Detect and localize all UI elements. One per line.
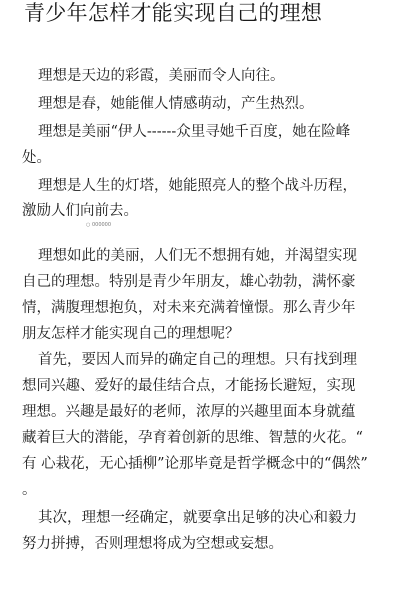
text-line: 努力拼搏，否则理想将成为空想或妄想。 bbox=[22, 536, 283, 552]
text-line: 其次，理想一经确定，就要拿出足够的决心和毅力 bbox=[38, 510, 357, 526]
text-line: 理想。兴趣是最好的老师，浓厚的兴趣里面本身就蕴 bbox=[22, 404, 356, 420]
text-line: 想同兴趣、爱好的最佳结合点，才能扬长避短，实现 bbox=[22, 378, 356, 394]
text-line: 首先，要因人而异的确定自己的理想。只有找到理 bbox=[38, 352, 357, 368]
text-line: 理想是春，她能催人情感萌动，产生热烈。 bbox=[38, 96, 314, 112]
text-line: 有 心栽花，无心插柳”论那毕竟是哲学概念中的“偶然” bbox=[22, 456, 368, 472]
text-line: 情，满腹理想抱负，对未来充满着憧憬。那么青少年 bbox=[22, 300, 356, 316]
document-title: 青少年怎样才能实现自己的理想 bbox=[24, 1, 323, 25]
text-line: 藏着巨大的潜能，孕育着创新的思维、智慧的火花。“ bbox=[22, 430, 363, 446]
text-line: 理想是人生的灯塔，她能照亮人的整个战斗历程， bbox=[38, 178, 357, 194]
stray-mark: ○ 000000 bbox=[86, 222, 112, 228]
text-line: 处。 bbox=[22, 150, 51, 166]
text-line: 理想是美丽“伊人------众里寻她千百度，她在险峰 bbox=[38, 124, 351, 140]
text-line: 自己的理想。特别是青少年朋友，雄心勃勃，满怀豪 bbox=[22, 274, 356, 290]
text-line: 朋友怎样才能实现自己的理想呢？ bbox=[22, 326, 240, 342]
text-line: 理想是天边的彩霞，美丽而令人向往。 bbox=[38, 68, 285, 84]
text-line: 理想如此的美丽，人们无不想拥有她，并渴望实现 bbox=[38, 248, 357, 264]
text-line: 激励人们向前去。 bbox=[22, 203, 138, 219]
text-line: 。 bbox=[22, 482, 37, 498]
